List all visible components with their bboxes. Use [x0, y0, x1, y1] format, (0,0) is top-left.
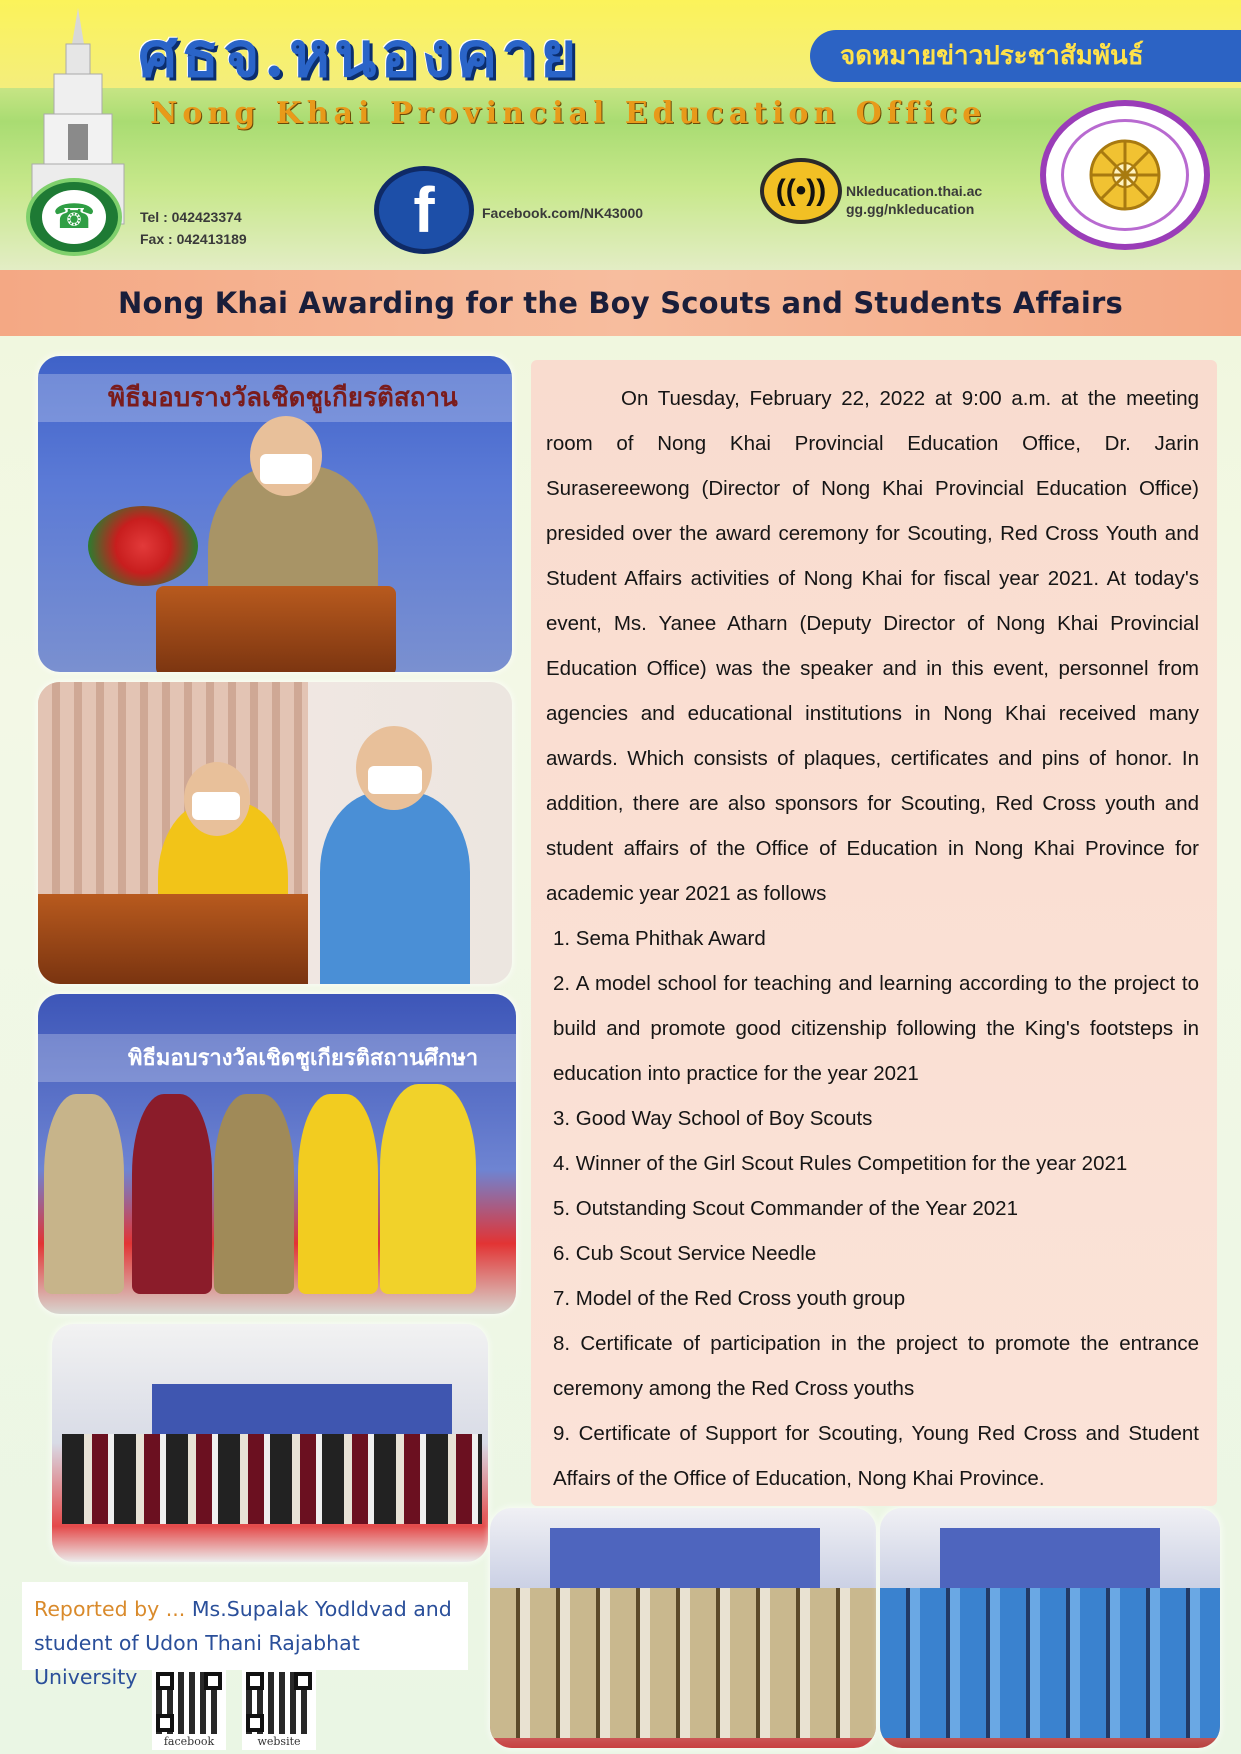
award-item-5: 5. Outstanding Scout Commander of the Year 2021 [553, 1197, 1018, 1220]
photo-scouts-group [490, 1508, 876, 1748]
photo-group-awardees [52, 1324, 488, 1562]
thai-title: ศธจ.หนองคาย [138, 18, 581, 91]
award-item-9: 9. Certificate of Support for Scouting, Young Red Cross and Student Affairs of the Office of Education, Nong Khai Province. [553, 1422, 1199, 1490]
stage-backdrop [940, 1528, 1160, 1588]
person-1 [44, 1094, 124, 1294]
row-of-awardees [62, 1434, 482, 1524]
dharma-wheel-icon [1085, 135, 1165, 215]
face-mask [260, 454, 312, 484]
person-blue-shirt [320, 792, 470, 984]
photo-director-podium [38, 356, 512, 672]
qr-corner [246, 1672, 264, 1690]
photo-blue-uniform-group [880, 1508, 1220, 1748]
qr-label-website: website [257, 1735, 301, 1748]
reporter-joiner: and [406, 1597, 452, 1621]
phone-icon: ☎ [26, 178, 122, 256]
award-item-1: 1. Sema Phithak Award [553, 927, 766, 950]
person-5 [380, 1084, 476, 1294]
english-title: Nong Khai Provincial Education Office [150, 96, 987, 131]
newsletter-header [0, 0, 1241, 270]
photo-banner-text: พิธีมอบรางวัลเชิดชูเกียรติสถาน [38, 374, 512, 422]
award-item-2: 2. A model school for teaching and learning according to the project to build and promote good citizenship following the King's footsteps in education into practice for the year 2021 [553, 972, 1199, 1085]
flower-bouquet [88, 506, 198, 586]
row-of-blue-uniforms [880, 1588, 1220, 1738]
website-url-2: gg.gg/nkleducation [846, 201, 975, 217]
award-item-4: 4. Winner of the Girl Scout Rules Competition for the year 2021 [553, 1152, 1128, 1175]
qr-corner [156, 1672, 174, 1690]
award-item-8: 8. Certificate of participation in the project to promote the entrance ceremony among the Red Cross youths [553, 1332, 1199, 1400]
title-bar [0, 270, 1241, 336]
reporter-name: Ms.Supalak Yodldvad [191, 1597, 407, 1621]
website-links [846, 182, 982, 218]
qr-corner [246, 1714, 264, 1732]
face-mask [192, 792, 240, 820]
person-2 [132, 1094, 212, 1294]
contact-phone [140, 206, 247, 250]
wifi-router-icon: ((•)) [760, 158, 842, 224]
seal-emblem [1061, 119, 1189, 231]
face-mask [368, 766, 422, 794]
photo-banner-text: พิธีมอบรางวัลเชิดชูเกียรติสถานศึกษา [38, 1034, 516, 1082]
person-3 [214, 1094, 294, 1294]
photo-speaker-and-officer [38, 682, 512, 984]
photo-group-five [38, 994, 516, 1314]
wooden-podium [156, 586, 396, 672]
stage-backdrop [550, 1528, 820, 1588]
article-intro: On Tuesday, February 22, 2022 at 9:00 a.m. at the meeting room of Nong Khai Provincial Education Office, Dr. Jarin Surasereewong (Director of Nong Khai Provincial Education Office) presided over the award ceremony for Scouting, Red Cross Youth and Student Affairs activities of Nong Khai for fiscal year 2021. At today's event, Ms. Yanee Atharn (Deputy Director of Nong Khai Provincial Education Office) was the speaker and in this event, personnel from agencies and educational institutions in Nong Khai received many awards. Which consists of plaques, certificates and pins of honor. In addition, there are also sponsors for Scouting, Red Cross youth and student affairs of the Office of Education in Nong Khai Province for academic year 2021 as follows [546, 387, 1199, 905]
fax-text: Fax : 042413189 [140, 231, 247, 247]
award-item-6: 6. Cub Scout Service Needle [553, 1242, 817, 1265]
facebook-url: Facebook.com/NK43000 [482, 205, 644, 221]
website-url-1: Nkleducation.thai.ac [846, 183, 983, 199]
facebook-qr-code[interactable] [152, 1670, 226, 1750]
person-4 [298, 1094, 378, 1294]
facebook-icon: f [374, 166, 474, 254]
qr-label-facebook: facebook [163, 1735, 215, 1748]
website-qr-code[interactable] [242, 1670, 316, 1750]
article-body [531, 360, 1217, 1506]
ministry-seal [1040, 100, 1210, 250]
reporter-line-2: student of Udon Thani Rajabhat University [34, 1631, 360, 1689]
row-of-scouts [490, 1588, 876, 1738]
qr-corner [156, 1714, 174, 1732]
reporter-credit [22, 1582, 468, 1689]
tel-text: Tel : 042423374 [140, 209, 242, 225]
page-title: Nong Khai Awarding for the Boy Scouts and Students Affairs [118, 286, 1123, 320]
qr-corner [294, 1672, 312, 1690]
reporter-prefix: Reported by ... [34, 1597, 192, 1621]
carved-podium [38, 894, 308, 984]
award-item-3: 3. Good Way School of Boy Scouts [553, 1107, 873, 1130]
reporter-line-1 [34, 1592, 456, 1626]
qr-corner [204, 1672, 222, 1690]
newsletter-subtitle-banner: จดหมายข่าวประชาสัมพันธ์ [810, 30, 1241, 82]
award-item-7: 7. Model of the Red Cross youth group [553, 1287, 906, 1310]
